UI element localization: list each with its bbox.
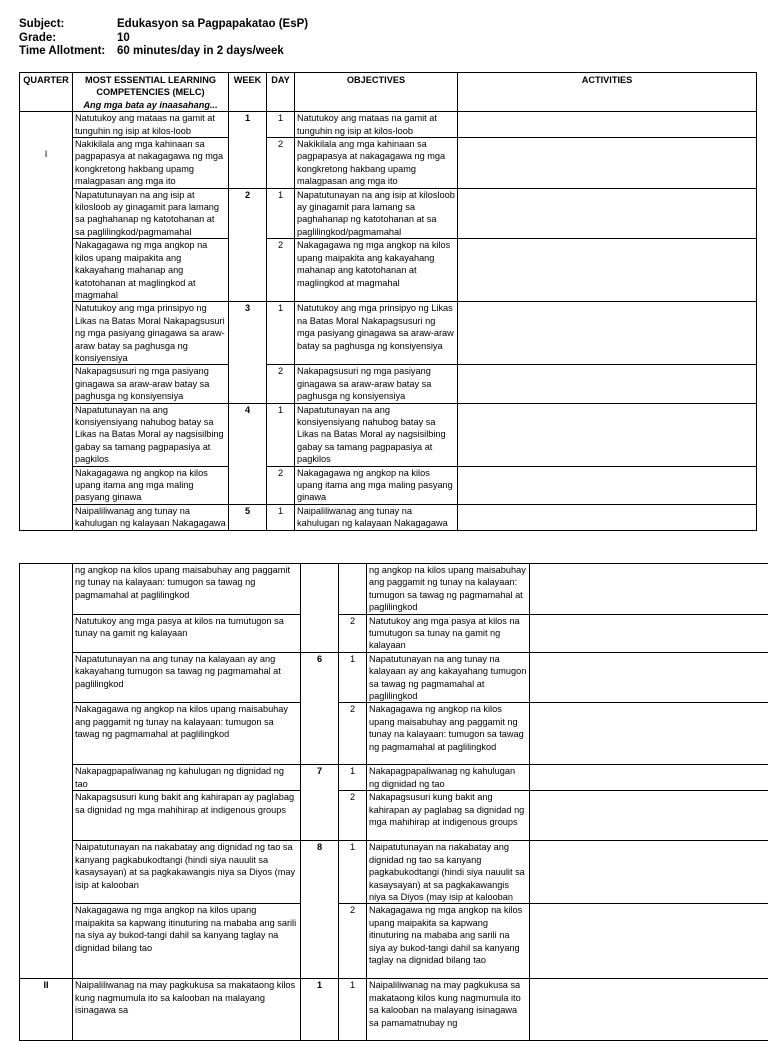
day-cell: 2: [339, 703, 367, 765]
objective-cell: Nakagagawa ng angkop na kilos upang maisabuhay ang paggamit ng tunay na kalayaan: tumugon sa tawag ng pagmamahal at paglilingkod: [367, 703, 530, 765]
objective-cell: Natutukoy ang mga pasya at kilos na tumutugon sa tunay na gamit ng kalayaan: [367, 614, 530, 652]
quarter-cell: II: [20, 979, 73, 1041]
objective-cell: ng angkop na kilos upang maisabuhay ang paggamit ng tunay na kalayaan: tumugon sa tawag ng pagmamahal at paglilingkod: [367, 564, 530, 615]
activity-cell[interactable]: [458, 302, 757, 365]
objective-cell: Napatutunayan na ang isip at kilosloob ay ginagamit para lamang sa paghahanap ng katotohanan at sa paglilingkod/pagmamahal: [295, 188, 458, 239]
objective-cell: Nakapagpapaliwanag ng kahulugan ng dignidad ng tao: [367, 765, 530, 791]
col-melc-header: [73, 73, 229, 112]
table-row: [20, 403, 757, 466]
activity-cell[interactable]: [458, 112, 757, 138]
day-cell: 2: [339, 791, 367, 841]
week-cell: 4: [229, 403, 267, 504]
day-cell: [339, 564, 367, 615]
day-cell: 1: [267, 504, 295, 530]
day-cell: 2: [267, 239, 295, 302]
table-row: [20, 703, 768, 765]
melc-cell: Nakapagpapaliwanag ng kahulugan ng dignidad ng tao: [73, 765, 301, 791]
melc-cell: Nakagagawa ng mga angkop na kilos upang maipakita sa kapwang itinuturing na mababa ang sarili na siya ay bukod-tangi dahil sa kanyang taglay na dignidad bilang tao: [73, 904, 301, 979]
activity-cell[interactable]: [530, 614, 768, 652]
melc-cell: Naipatutunayan na nakabatay ang dignidad ng tao sa kanyang pagkabukodtangi (hindi siya nauulit sa kasaysayan) at sa pagkakawangis niya sa Diyos (may isip at kalooban: [73, 841, 301, 904]
table-row: [20, 504, 757, 530]
melc-cell: Nakapagsusuri ng mga pasiyang ginagawa sa araw-araw batay sa paghusga ng konsiyensiya: [73, 365, 229, 403]
col-objectives-header: OBJECTIVES: [295, 73, 458, 112]
quarter-cell: [20, 564, 73, 979]
objective-cell: Naipaliliwanag na may pagkukusa sa makataong kilos kung nagmumula ito sa kalooban na malayang isinagawa sa pamamatnubay ng: [367, 979, 530, 1041]
day-cell: 1: [267, 112, 295, 138]
time-value: 60 minutes/day in 2 days/week: [117, 45, 284, 59]
objective-cell: Natutukoy ang mga prinsipyo ng Likas na Batas Moral Nakapagsusuri ng mga pasiyang ginagawa sa araw-araw batay sa paghusga ng konsiyensiya: [295, 302, 458, 365]
activity-cell[interactable]: [458, 504, 757, 530]
day-cell: 1: [339, 979, 367, 1041]
table-row: [20, 188, 757, 239]
melc-cell: Naipaliliwanag ang tunay na kahulugan ng kalayaan Nakagagawa: [73, 504, 229, 530]
melc-cell: Napatutunayan na ang tunay na kalayaan ay ang kakayahang tumugon sa tawag ng pagmamahal at paglilingkod: [73, 652, 301, 703]
melc-cell: Natutukoy ang mataas na gamit at tunguhin ng isip at kilos-loob: [73, 112, 229, 138]
day-cell: 2: [267, 138, 295, 189]
table-row: [20, 765, 768, 791]
objective-cell: Natutukoy ang mataas na gamit at tunguhin ng isip at kilos-loob: [295, 112, 458, 138]
melc-cell: Natutukoy ang mga pasya at kilos na tumutugon sa tunay na gamit ng kalayaan: [73, 614, 301, 652]
table-row: [20, 904, 768, 979]
table-row: [20, 841, 768, 904]
activity-cell[interactable]: [458, 138, 757, 189]
week-cell: 1: [229, 112, 267, 188]
table-row: [20, 466, 757, 504]
day-cell: 2: [267, 466, 295, 504]
col-activities-header: ACTIVITIES: [458, 73, 757, 112]
melc-cell: Napatutunayan na ang konsiyensiyang nahubog batay sa Likas na Batas Moral ay nagsisilbing gabay sa tamang pagpapasiya at pagkilos: [73, 403, 229, 466]
activity-cell[interactable]: [530, 703, 768, 765]
grade-label: Grade:: [19, 32, 117, 46]
grade-row: [19, 32, 308, 46]
week-cell: 1: [301, 979, 339, 1041]
objective-cell: Napatutunayan na ang konsiyensiyang nahubog batay sa Likas na Batas Moral ay nagsisilbing gabay sa tamang pagpapasiya at pagkilos: [295, 403, 458, 466]
col-quarter-header: QUARTER: [20, 73, 73, 112]
table-row: [20, 302, 757, 365]
col-day-header: DAY: [267, 73, 295, 112]
quarter-cell: I: [20, 112, 73, 530]
melc-header-subtitle: Ang mga bata ay inaasahang...: [75, 99, 226, 111]
week-cell: 7: [301, 765, 339, 841]
objective-cell: Nakikilala ang mga kahinaan sa pagpapasya at nakagagawa ng mga kongkretong hakbang upamg malagpasan ang mga ito: [295, 138, 458, 189]
activity-cell[interactable]: [530, 791, 768, 841]
document-header: [19, 18, 308, 59]
melc-cell: Nakagagawa ng mga angkop na kilos upang maipakita ang kakayahang mahanap ang katotohanan at maglingkod at magmahal: [73, 239, 229, 302]
objective-cell: Nakagagawa ng mga angkop na kilos upang maipakita ang kakayahang mahanap ang katotohanan at maglingkod at magmahal: [295, 239, 458, 302]
time-row: [19, 45, 308, 59]
table-row: [20, 138, 757, 189]
activity-cell[interactable]: [530, 904, 768, 979]
melc-cell: Nakikilala ang mga kahinaan sa pagpapasya at nakagagawa ng mga kongkretong hakbang upamg malagpasan ang mga ito: [73, 138, 229, 189]
melc-cell: Naipaliliwanag na may pagkukusa sa makataong kilos kung nagmumula ito sa kalooban na malayang isinagawa sa: [73, 979, 301, 1041]
objective-cell: Napatutunayan na ang tunay na kalayaan ay ang kakayahang tumugon sa tawag ng pagmamahal at paglilingkod: [367, 652, 530, 703]
table-row: [20, 365, 757, 403]
objective-cell: Naipatutunayan na nakabatay ang dignidad ng tao sa kanyang pagkabukodtangi (hindi siya nauulit sa kasaysayan) at sa pagkakawangis niya sa Diyos (may isip at kalooban: [367, 841, 530, 904]
table-row: [20, 564, 768, 615]
melc-cell: Nakagagawa ng angkop na kilos upang itama ang mga maling pasyang ginawa: [73, 466, 229, 504]
subject-row: [19, 18, 308, 32]
objective-cell: Nakagagawa ng mga angkop na kilos upang maipakita sa kapwang itinuturing na mababa ang sarili na siya ay bukod-tangi dahil sa kanyang taglay na dignidad bilang tao: [367, 904, 530, 979]
day-cell: 1: [267, 302, 295, 365]
melc-cell: Nakagagawa ng angkop na kilos upang maisabuhay ang paggamit ng tunay na kalayaan: tumugon sa tawag ng pagmamahal at paglilingkod: [73, 703, 301, 765]
activity-cell[interactable]: [458, 365, 757, 403]
table-row: [20, 652, 768, 703]
day-cell: 1: [339, 652, 367, 703]
day-cell: 1: [267, 403, 295, 466]
week-cell: 5: [229, 504, 267, 530]
curriculum-table-page-2: [19, 563, 768, 1041]
subject-value: Edukasyon sa Pagpapakatao (EsP): [117, 18, 308, 32]
day-cell: 1: [339, 841, 367, 904]
table-row: [20, 112, 757, 138]
objective-cell: Nakagagawa ng angkop na kilos upang itama ang mga maling pasyang ginawa: [295, 466, 458, 504]
day-cell: 2: [339, 904, 367, 979]
activity-cell[interactable]: [530, 979, 768, 1041]
day-cell: 2: [267, 365, 295, 403]
melc-cell: Natutukoy ang mga prinsipyo ng Likas na Batas Moral Nakapagsusuri ng mga pasiyang ginagawa sa araw-araw batay sa paghusga ng konsiyensiya: [73, 302, 229, 365]
activity-cell[interactable]: [530, 564, 768, 615]
activity-cell[interactable]: [530, 765, 768, 791]
table-row: [20, 979, 768, 1041]
table-row: [20, 791, 768, 841]
week-cell: 6: [301, 652, 339, 765]
curriculum-table-page-1: [19, 72, 757, 531]
activity-cell[interactable]: [458, 239, 757, 302]
table-row: [20, 614, 768, 652]
objective-cell: Nakapagsusuri ng mga pasiyang ginagawa sa araw-araw batay sa paghusga ng konsiyensiya: [295, 365, 458, 403]
melc-cell: Napatutunayan na ang isip at kilosloob ay ginagamit para lamang sa paghahanap ng katotohanan at sa paglilingkod/pagmamahal: [73, 188, 229, 239]
subject-label: Subject:: [19, 18, 117, 32]
activity-cell[interactable]: [530, 652, 768, 703]
melc-header-title: MOST ESSENTIAL LEARNING COMPETENCIES (MELC): [75, 74, 226, 99]
col-week-header: WEEK: [229, 73, 267, 112]
week-cell: 8: [301, 841, 339, 979]
time-label: Time Allotment:: [19, 45, 117, 59]
table-row: [20, 239, 757, 302]
week-cell: 2: [229, 188, 267, 302]
grade-value: 10: [117, 32, 130, 46]
day-cell: 1: [267, 188, 295, 239]
activity-cell[interactable]: [458, 466, 757, 504]
table-header-row: [20, 73, 757, 112]
week-cell: 3: [229, 302, 267, 403]
melc-cell: ng angkop na kilos upang maisabuhay ang paggamit ng tunay na kalayaan: tumugon sa tawag ng pagmamahal at paglilingkod: [73, 564, 301, 615]
activity-cell[interactable]: [458, 188, 757, 239]
objective-cell: Nakapagsusuri kung bakit ang kahirapan ay paglabag sa dignidad ng mga mahihirap at indigenous groups: [367, 791, 530, 841]
day-cell: 1: [339, 765, 367, 791]
activity-cell[interactable]: [458, 403, 757, 466]
week-cell: [301, 564, 339, 653]
day-cell: 2: [339, 614, 367, 652]
melc-cell: Nakapagsusuri kung bakit ang kahirapan ay paglabag sa dignidad ng mga mahihirap at indigenous groups: [73, 791, 301, 841]
objective-cell: Naipaliliwanag ang tunay na kahulugan ng kalayaan Nakagagawa: [295, 504, 458, 530]
activity-cell[interactable]: [530, 841, 768, 904]
